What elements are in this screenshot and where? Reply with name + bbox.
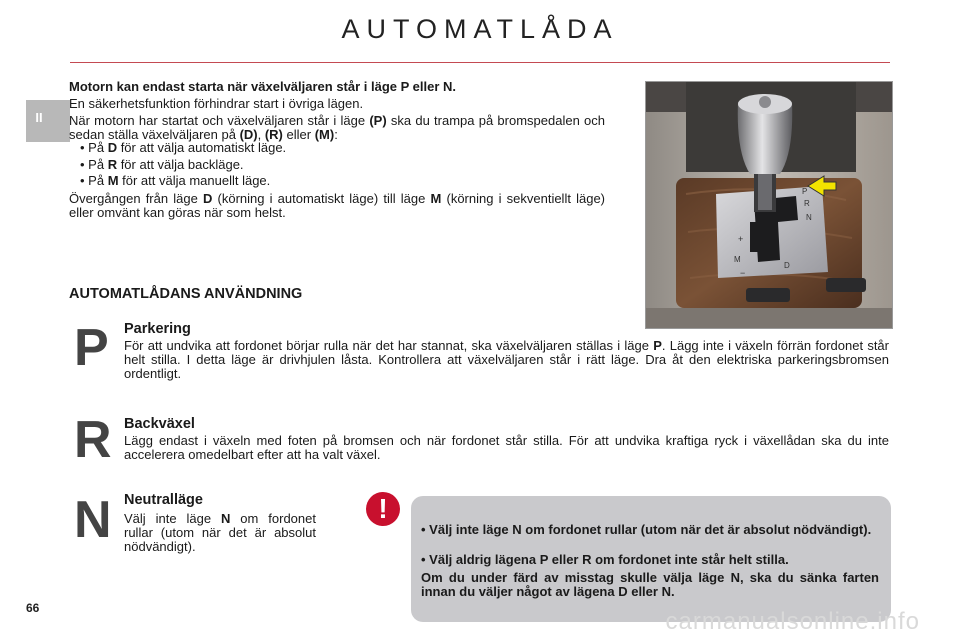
intro-safety: En säkerhetsfunktion förhindrar start i övriga lägen. bbox=[69, 96, 364, 111]
page-number: 66 bbox=[26, 601, 40, 615]
watermark: carmanualsonline.info bbox=[665, 608, 920, 635]
title-divider bbox=[70, 62, 890, 63]
neutral-text: Välj inte läge N om fordonet rullar (utom när det är absolut nödvändigt). bbox=[124, 511, 316, 554]
exclamation-icon: ! bbox=[366, 492, 400, 526]
mode-letter-r: R bbox=[74, 411, 112, 469]
neutral-title: Neutralläge bbox=[124, 492, 203, 508]
intro-start-text: När motorn har startat och växelväljaren står i läge (P) ska du trampa på bromspedalen och sedan ställa växelväljaren på (D), (R) eller (M): bbox=[69, 113, 605, 142]
reverse-text: Lägg endast i växeln med foten på bromsen och när fordonet står stilla. För att undvika kraftiga ryck i växellådan ska du inte accelerera omedelbart efter att ha valt växel. bbox=[124, 433, 889, 462]
gate-label-r: R bbox=[804, 199, 810, 208]
warning-item: • Välj aldrig lägena P eller R om fordonet inte står helt stilla. bbox=[421, 552, 789, 567]
gate-label-p: P bbox=[802, 187, 808, 196]
gate-label-plus: + bbox=[738, 234, 744, 244]
intro-lead: Motorn kan endast starta när växelväljaren står i läge P eller N. bbox=[69, 79, 457, 94]
intro-switch-text: Övergången från läge D (körning i automatiskt läge) till läge M (körning i sekventiellt läge) eller omvänt kan göras när som helst. bbox=[69, 191, 605, 220]
mode-letter-p: P bbox=[74, 319, 109, 377]
gate-label-d: D bbox=[784, 261, 790, 270]
usage-heading: AUTOMATLÅDANS ANVÄNDNING bbox=[69, 286, 303, 302]
gear-selector-photo bbox=[645, 81, 893, 329]
warning-item: • Välj inte läge N om fordonet rullar (utom när det är absolut nödvändigt). bbox=[421, 522, 872, 537]
list-item: • På D för att välja automatiskt läge. bbox=[80, 140, 287, 155]
reverse-title: Backväxel bbox=[124, 416, 195, 432]
mode-letter-n: N bbox=[74, 491, 112, 549]
page-title: AUTOMATLÅDA bbox=[341, 14, 619, 44]
gate-label-minus: − bbox=[740, 268, 746, 278]
list-item: • På R för att välja backläge. bbox=[80, 157, 244, 172]
gate-label-m: M bbox=[734, 255, 741, 264]
list-item: • På M för att välja manuellt läge. bbox=[80, 173, 271, 188]
parking-title: Parkering bbox=[124, 321, 191, 337]
gate-label-n: N bbox=[806, 213, 812, 222]
parking-text: För att undvika att fordonet börjar rulla när det har stannat, ska växelväljaren ställas i läge P. Lägg inte i växeln förrän fordonet står helt stilla. I detta läge är drivhjulen låsta. Kontrollera att växelväljaren står i rätt läge. Dra åt den elektriska parkeringsbromsen ordentligt. bbox=[124, 338, 889, 381]
chapter-number: II bbox=[35, 110, 43, 125]
warning-note: Om du under färd av misstag skulle välja läge N, ska du sänka farten innan du väljer något av lägena D eller N. bbox=[421, 570, 879, 599]
